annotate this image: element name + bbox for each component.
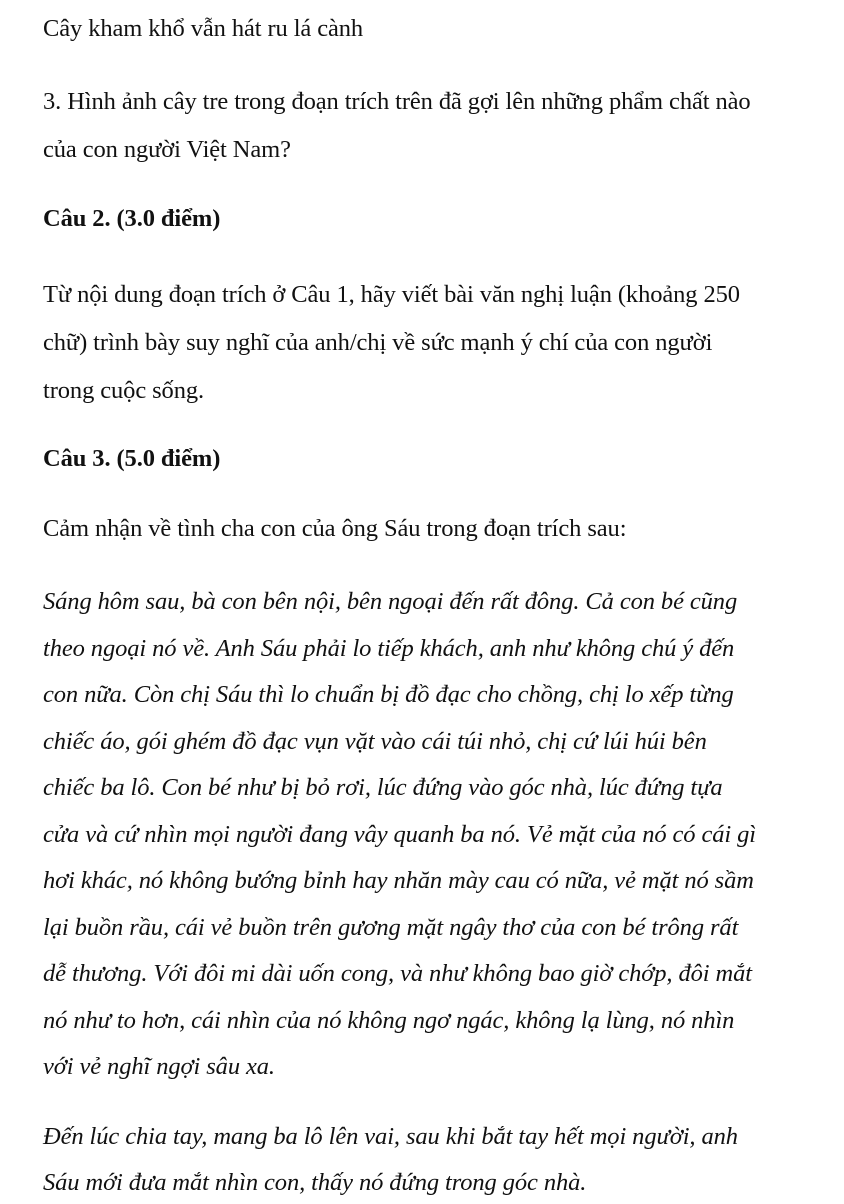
excerpt-line: Sáng hôm sau, bà con bên nội, bên ngoại đến rất đông. Cả con bé cũng (43, 588, 738, 615)
excerpt-line: Đến lúc chia tay, mang ba lô lên vai, sau khi bắt tay hết mọi người, anh (43, 1123, 738, 1150)
excerpt-line: theo ngoại nó về. Anh Sáu phải lo tiếp khách, anh như không chú ý đến (43, 635, 735, 662)
section-2-heading: Câu 2. (3.0 điểm) (43, 205, 221, 232)
section-3-heading: Câu 3. (5.0 điểm) (43, 445, 221, 472)
excerpt-line: Sáu mới đưa mắt nhìn con, thấy nó đứng trong góc nhà. (43, 1169, 587, 1196)
section-3-prompt: Cảm nhận về tình cha con của ông Sáu trong đoạn trích sau: (43, 515, 627, 542)
question-3-line-2: của con người Việt Nam? (43, 136, 291, 163)
question-3-line-1: 3. Hình ảnh cây tre trong đoạn trích trên đã gợi lên những phẩm chất nào (43, 88, 751, 115)
section-2-prompt-line-2: chữ) trình bày suy nghĩ của anh/chị về sức mạnh ý chí của con người (43, 329, 713, 356)
excerpt-line: nó như to hơn, cái nhìn của nó không ngơ ngác, không lạ lùng, nó nhìn (43, 1007, 735, 1034)
excerpt-line: dễ thương. Với đôi mi dài uốn cong, và như không bao giờ chớp, đôi mắt (43, 960, 752, 987)
section-2-prompt-line-3: trong cuộc sống. (43, 377, 205, 404)
excerpt-line: chiếc ba lô. Con bé như bị bỏ rơi, lúc đứng vào góc nhà, lúc đứng tựa (43, 774, 723, 801)
excerpt-line: chiếc áo, gói ghém đồ đạc vụn vặt vào cái túi nhỏ, chị cứ lúi húi bên (43, 728, 707, 755)
excerpt-line: hơi khác, nó không bướng bỉnh hay nhăn mày cau có nữa, vẻ mặt nó sầm (43, 867, 754, 894)
excerpt-line: với vẻ nghĩ ngợi sâu xa. (43, 1053, 275, 1080)
excerpt-line: lại buồn rầu, cái vẻ buồn trên gương mặt ngây thơ của con bé trông rất (43, 914, 739, 941)
excerpt-line: cửa và cứ nhìn mọi người đang vây quanh ba nó. Vẻ mặt của nó có cái gì (43, 821, 756, 848)
poem-line: Cây kham khổ vẫn hát ru lá cành (43, 15, 364, 42)
section-2-prompt-line-1: Từ nội dung đoạn trích ở Câu 1, hãy viết bài văn nghị luận (khoảng 250 (43, 281, 740, 308)
excerpt-line: con nữa. Còn chị Sáu thì lo chuẩn bị đồ đạc cho chồng, chị lo xếp từng (43, 681, 734, 708)
